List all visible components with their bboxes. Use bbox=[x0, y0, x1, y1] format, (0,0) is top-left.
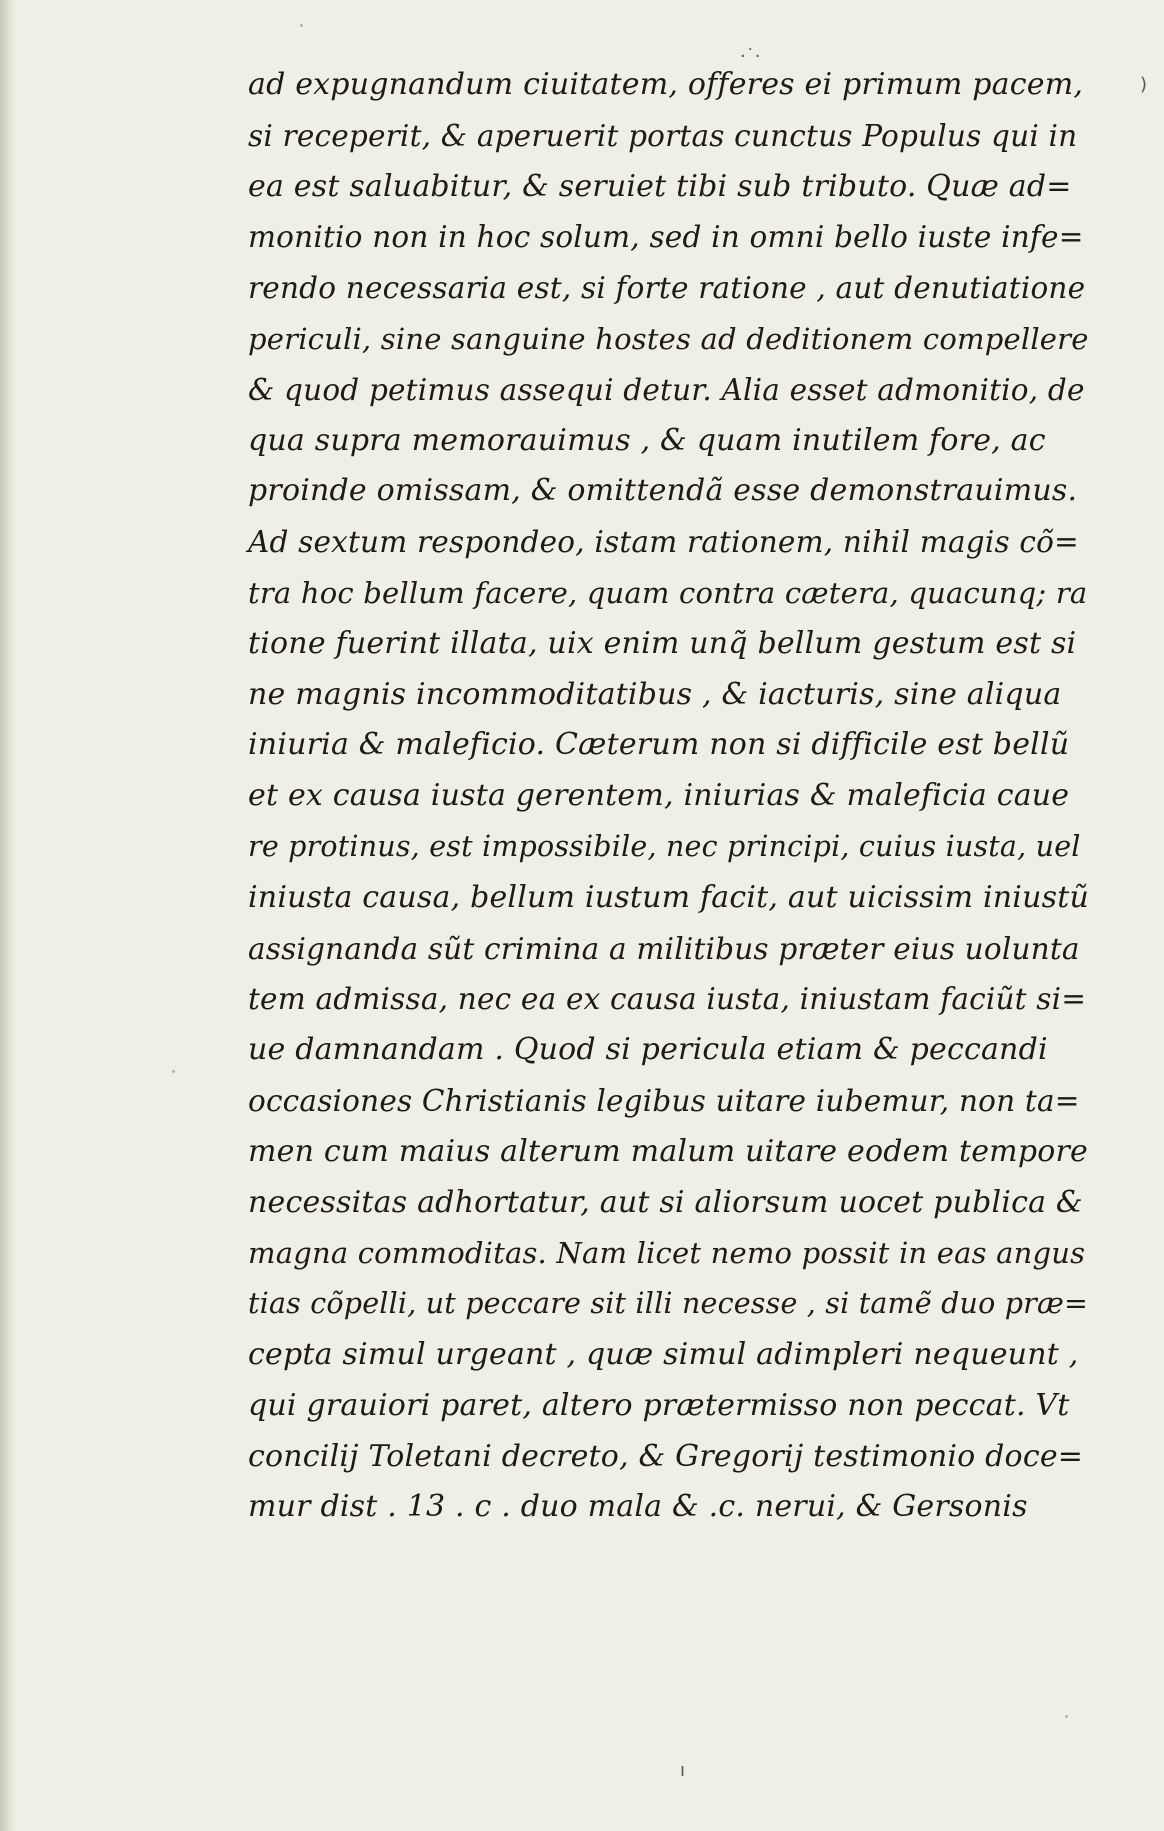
paper-speck bbox=[300, 24, 303, 27]
text-line: qui grauiori paret, altero prætermisso non peccat. Vt bbox=[248, 1387, 1070, 1423]
text-line: iniuria & maleficio. Cæterum non si difficile est bellũ bbox=[248, 727, 1070, 763]
ink-mark: ) bbox=[1140, 74, 1148, 95]
binding-gutter bbox=[0, 0, 16, 1831]
text-line: tione fuerint illata, uix enim unq̃ bellum gestum est si bbox=[248, 625, 1077, 661]
text-line: tias cõpelli, ut peccare sit illi necesse , si tamẽ duo præ= bbox=[248, 1287, 1089, 1321]
text-line: periculi, sine sanguine hostes ad deditionem compellere bbox=[248, 321, 1089, 356]
text-line: occasiones Christianis legibus uitare iubemur, non ta= bbox=[248, 1083, 1080, 1118]
text-line: monitio non in hoc solum, sed in omni bello iuste infe= bbox=[248, 220, 1084, 255]
ink-mark: ·˙· bbox=[740, 46, 761, 67]
body-text bbox=[248, 60, 1090, 1533]
text-line: mur dist . 13 . c . duo mala & .c. nerui, & Gersonis bbox=[248, 1489, 1028, 1525]
text-line: necessitas adhortatur, aut si aliorsum uocet publica & bbox=[248, 1184, 1083, 1220]
ink-mark: ı bbox=[680, 1760, 686, 1781]
text-line: ea est saluabitur, & seruiet tibi sub tributo. Quæ ad= bbox=[248, 168, 1072, 204]
text-line: Ad sextum respondeo, istam rationem, nihil magis cõ= bbox=[248, 525, 1079, 560]
text-line: iniusta causa, bellum iustum facit, aut uicissim iniustũ bbox=[248, 879, 1089, 915]
paper-speck bbox=[1065, 1715, 1068, 1718]
text-line: qua supra memorauimus , & quam inutilem fore, ac bbox=[248, 422, 1046, 458]
text-line: & quod petimus assequi detur. Alia esset admonitio, de bbox=[248, 372, 1085, 407]
text-line: re protinus, est impossibile, nec principi, cuius iusta, uel bbox=[248, 829, 1081, 863]
text-line: men cum maius alterum malum uitare eodem tempore bbox=[248, 1133, 1088, 1169]
text-line: ue damnandam . Quod si pericula etiam & peccandi bbox=[248, 1032, 1048, 1068]
paper-speck bbox=[172, 1070, 175, 1073]
text-line: rendo necessaria est, si forte ratione , aut denutiatione bbox=[248, 271, 1086, 306]
text-line: assignanda sũt crimina a militibus præter eius uolunta bbox=[248, 931, 1080, 966]
text-line: tem admissa, nec ea ex causa iusta, iniustam faciũt si= bbox=[248, 982, 1087, 1017]
text-line: si receperit, & aperuerit portas cunctus Populus qui in bbox=[248, 118, 1078, 153]
text-line: concilij Toletani decreto, & Gregorij testimonio doce= bbox=[248, 1438, 1084, 1474]
text-line: tra hoc bellum facere, quam contra cætera, quacunq; ra bbox=[248, 575, 1088, 610]
text-line: proinde omissam, & omittendã esse demonstrauimus. bbox=[248, 473, 1078, 509]
text-line: ne magnis incommoditatibus , & iacturis, sine aliqua bbox=[248, 676, 1062, 712]
text-line: ad expugnandum ciuitatem, offeres ei primum pacem, bbox=[248, 67, 1084, 102]
text-line: magna commoditas. Nam licet nemo possit in eas angus bbox=[248, 1236, 1086, 1271]
text-line: cepta simul urgeant , quæ simul adimpleri nequeunt , bbox=[248, 1336, 1079, 1372]
text-line: et ex causa iusta gerentem, iniurias & maleficia caue bbox=[248, 778, 1070, 814]
